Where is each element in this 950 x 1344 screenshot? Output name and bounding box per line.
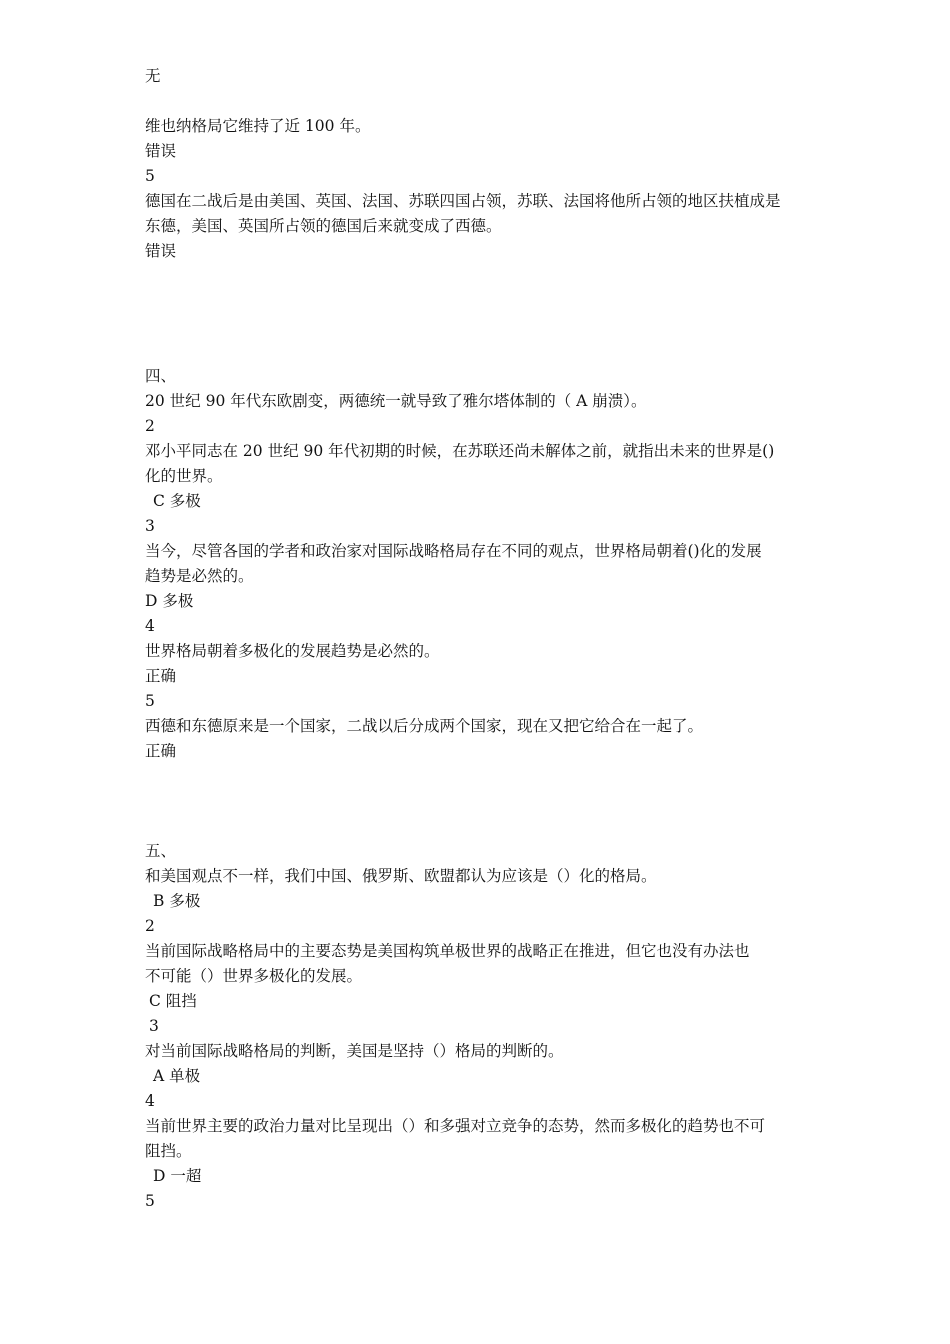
blank-line: [145, 764, 810, 789]
answer-line: D 多极: [145, 592, 194, 610]
text-line: 德国在二战后是由美国、英国、法国、苏联四国占领，苏联、法国将他所占领的地区扶植成是: [145, 192, 781, 210]
text-line: 当今，尽管各国的学者和政治家对国际战略格局存在不同的观点，世界格局朝着()化的发展: [145, 542, 762, 560]
answer-line: A 单极: [153, 1067, 201, 1085]
text-line: 阻挡。: [145, 1142, 192, 1160]
text-line: 趋势是必然的。: [145, 567, 254, 585]
question-number: 4: [145, 617, 155, 635]
section-heading: 四、: [145, 367, 177, 385]
text-line: 无: [145, 67, 161, 85]
text-line: 世界格局朝着多极化的发展趋势是必然的。: [145, 642, 440, 660]
question-number: 2: [145, 917, 155, 935]
question-number: 5: [145, 1192, 155, 1210]
question-number: 2: [145, 417, 155, 435]
text-line: 邓小平同志在 20 世纪 90 年代初期的时候，在苏联还尚未解体之前，就指出未来的世界是(): [145, 442, 775, 460]
answer-line: B 多极: [153, 892, 201, 910]
blank-line: [145, 814, 810, 839]
blank-line: [145, 314, 810, 339]
answer-line: 正确: [145, 667, 177, 685]
answer-line: D 一超: [153, 1167, 202, 1185]
answer-line: 正确: [145, 742, 177, 760]
question-number: 5: [145, 167, 155, 185]
blank-line: [145, 289, 810, 314]
answer-line: C 阻挡: [149, 992, 197, 1010]
text-line: 维也纳格局它维持了近 100 年。: [145, 117, 371, 135]
text-line: 和美国观点不一样，我们中国、俄罗斯、欧盟都认为应该是（）化的格局。: [145, 867, 657, 885]
text-line: 对当前国际战略格局的判断，美国是坚持（）格局的判断的。: [145, 1042, 564, 1060]
text-line: 西德和东德原来是一个国家，二战以后分成两个国家，现在又把它给合在一起了。: [145, 717, 704, 735]
text-line: 不可能（）世界多极化的发展。: [145, 967, 363, 985]
text-line: 当前国际战略格局中的主要态势是美国构筑单极世界的战略正在推进，但它也没有办法也: [145, 942, 750, 960]
text-line: 当前世界主要的政治力量对比呈现出（）和多强对立竞争的态势，然而多极化的趋势也不可: [145, 1117, 766, 1135]
blank-line: [145, 264, 810, 289]
question-number: 5: [145, 692, 155, 710]
section-heading: 五、: [145, 842, 177, 860]
answer-line: 错误: [145, 242, 177, 260]
blank-line: [145, 789, 810, 814]
question-number: 3: [145, 517, 155, 535]
text-line: 20 世纪 90 年代东欧剧变，两德统一就导致了雅尔塔体制的（ A 崩溃）。: [145, 392, 647, 410]
document-body: [145, 64, 810, 1214]
blank-line: [145, 339, 810, 364]
text-line: 化的世界。: [145, 467, 223, 485]
blank-line: [145, 89, 810, 114]
text-line: 东德，美国、英国所占领的德国后来就变成了西德。: [145, 217, 502, 235]
answer-line: C 多极: [153, 492, 201, 510]
question-number: 3: [149, 1017, 159, 1035]
answer-line: 错误: [145, 142, 177, 160]
question-number: 4: [145, 1092, 155, 1110]
